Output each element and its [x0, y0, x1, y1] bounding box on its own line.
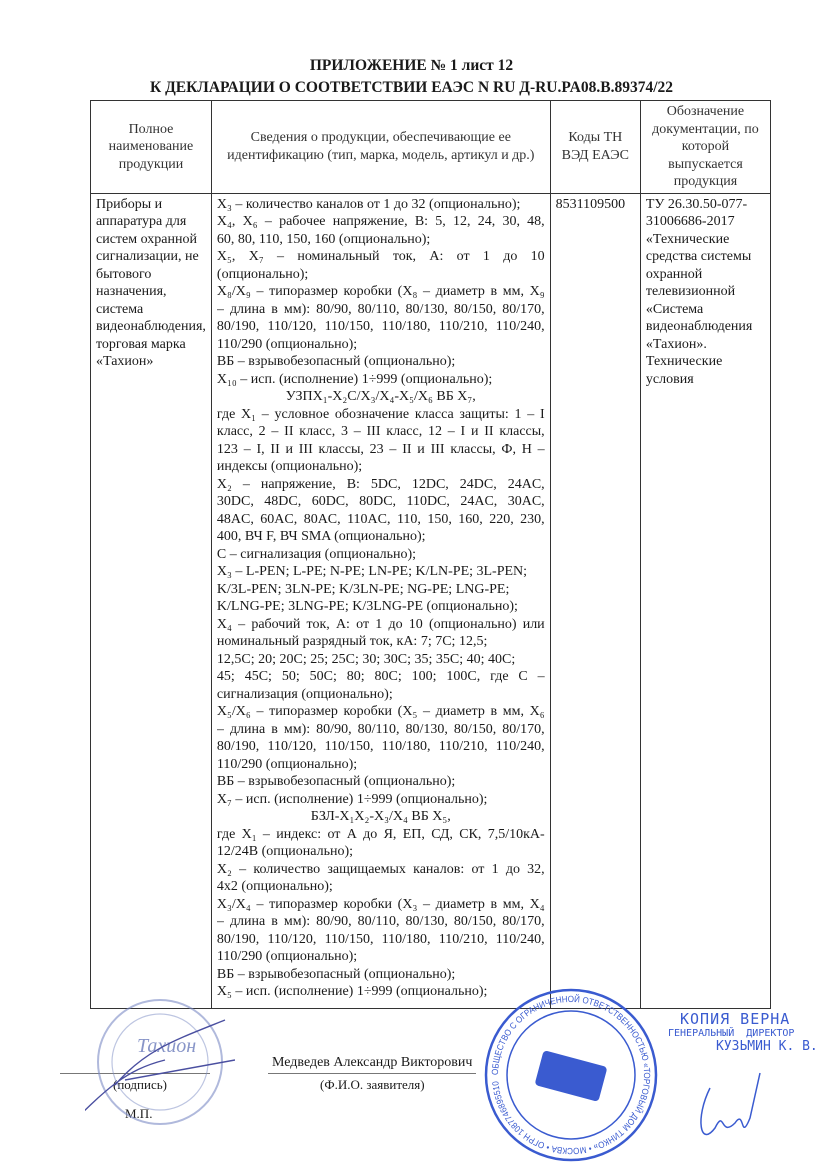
product-details-line: ВБ – взрывобезопасный (опционально);	[216, 774, 456, 789]
table-header-row	[91, 101, 771, 194]
certified-copy-title: ДИРЕКТОР	[746, 1028, 795, 1039]
product-name-line: сигнализации, не	[96, 249, 199, 264]
product-details-line: где X₁ – условное обозначение класса защиты: 1 – I	[216, 406, 545, 422]
column-header-details: Сведения о продукции, обеспечивающие ее идентификацию (тип, марка, модель, артикул и др.)	[211, 101, 550, 194]
documentation-line: 31006686-2017	[645, 214, 735, 229]
product-details-line: – длина в мм): 80/90, 80/110, 80/130, 80/150, 80/170,	[216, 301, 545, 317]
product-details-line: X₇ – исп. (исполнение) 1÷999 (опционально);	[216, 791, 488, 807]
product-name-cell	[91, 193, 212, 1008]
product-name-line: Приборы и	[96, 196, 163, 212]
product-details-line: (опционально);	[216, 266, 309, 282]
column-header-documentation: Обозначение документации, по которой выпускается продукция	[640, 101, 770, 194]
column-header-name: Полное наименование продукции	[91, 101, 212, 194]
product-details-line: – длина в мм): 80/90, 80/110, 80/130, 80/150, 80/170,	[216, 721, 545, 737]
table-row	[91, 193, 771, 1008]
product-name-line: видеонаблюдения,	[96, 319, 206, 334]
product-details-line: X₂ – напряжение, В: 5DC, 12DC, 24DC, 24AC,	[216, 476, 545, 492]
product-details-cell	[211, 193, 550, 1008]
product-details-line: 400, ВЧ F, ВЧ SMA (опционально);	[216, 529, 426, 544]
product-details-line: K/3L-PEN; 3LN-PE; K/3LN-PE; NG-PE; LNG-PE;	[216, 581, 510, 597]
product-details-line: X₃/X₄ – типоразмер коробки (X₃ – диаметр в мм, X₄	[216, 896, 545, 912]
certified-copy-line1: КОПИЯ ВЕРНА	[680, 1010, 791, 1028]
tn-ved-code-cell	[550, 193, 640, 1008]
product-name-line: торговая марка	[96, 336, 186, 352]
product-details-line: 45; 45C; 50; 50C; 80; 80C; 100; 100C, где C –	[216, 669, 545, 684]
product-details-line: X₄ – рабочий ток, А: от 1 до 10 (опционально) или	[216, 616, 545, 632]
product-details-line: БЗЛ-X₁X₂-X₃/X₄ ВБ X₅,	[310, 809, 451, 824]
product-details-line: 80/190, 110/120, 110/150, 110/180, 110/210, 110/240,	[216, 739, 545, 754]
director-signature	[690, 1068, 770, 1158]
left-company-seal	[85, 990, 235, 1140]
seal-caption: М.П.	[125, 1106, 153, 1121]
product-name-line: назначения,	[96, 284, 167, 299]
product-details-line: C – сигнализация (опционально);	[216, 546, 417, 562]
applicant-caption: (Ф.И.О. заявителя)	[320, 1077, 425, 1092]
declaration-number: К ДЕКЛАРАЦИИ О СООТВЕТСТВИИ ЕАЭС N RU Д-RU.PA08.B.89374/22	[149, 79, 674, 96]
product-name-line: бытового	[96, 266, 152, 282]
product-details-line: 12/24В (опционально);	[216, 844, 354, 859]
applicant-name: Медведев Александр Викторович	[272, 1055, 473, 1070]
products-table	[90, 100, 771, 1009]
product-details-line: X₁₀ – исп. (исполнение) 1÷999 (опционально);	[216, 371, 493, 387]
documentation-cell	[640, 193, 770, 1008]
product-details-line: 30DC, 48DC, 60DC, 80DC, 110DC, 24AC, 30AC,	[216, 494, 545, 509]
certified-copy-position: ГЕНЕРАЛЬНЫЙ	[668, 1028, 735, 1039]
product-details-line: X₅ – исп. (исполнение) 1÷999 (опционально);	[216, 984, 488, 999]
certified-copy-name: КУЗЬМИН К. В.	[716, 1039, 818, 1054]
certified-copy-line2	[668, 1028, 818, 1039]
documentation-line: Технические	[645, 354, 723, 369]
product-details-line: X₅/X₆ – типоразмер коробки (X₅ – диаметр в мм, X₆	[216, 704, 545, 719]
product-details-line: 12,5C; 20; 20C; 25; 25C; 30; 30C; 35; 35C; 40; 40C;	[216, 651, 516, 667]
documentation-line: «Тахион».	[645, 336, 707, 352]
documentation-line: телевизионной	[645, 284, 736, 299]
applicant-line	[268, 1073, 476, 1074]
product-details-line: 110/290 (опционально);	[216, 336, 358, 352]
documentation-line: видеонаблюдения	[645, 319, 753, 334]
certified-copy-stamp	[668, 1010, 818, 1054]
product-details-line: сигнализация (опционально);	[216, 686, 393, 702]
right-stamp-text: ОБЩЕСТВО С ОГРАНИЧЕННОЙ ОТВЕТСТВЕННОСТЬЮ «ТОРГОВЫЙ ДОМ ТИНКО» • МОСКВА • ОГРН 1087746895510	[489, 993, 653, 1157]
product-name-line: система	[96, 301, 144, 317]
document-title: ПРИЛОЖЕНИЕ № 1 лист 12	[309, 57, 514, 74]
tn-ved-code: 8531109500	[555, 196, 626, 212]
product-details-line: ВБ – взрывобезопасный (опционально);	[216, 354, 456, 369]
product-details-line: X₈/X₉ – типоразмер коробки (X₈ – диаметр в мм, X₉	[216, 284, 545, 299]
product-details-line: 80/190, 110/120, 110/150, 110/180, 110/210, 110/240,	[216, 931, 545, 947]
product-details-line: номинальный разрядный ток, кА: 7; 7C; 12,5;	[216, 634, 488, 649]
documentation-line: охранной	[645, 266, 703, 282]
product-details-line: X₂ – количество защищаемых каналов: от 1 до 32,	[216, 861, 545, 877]
product-details-line: 4x2 (опционально);	[216, 879, 333, 894]
documentation-line: «Технические	[645, 231, 730, 247]
product-details-line: – длина в мм): 80/90, 80/110, 80/130, 80/150, 80/170,	[216, 914, 545, 929]
product-details-line: 48AC, 60AC, 80AC, 110AC, 110, 150, 160, 220, 230,	[216, 511, 545, 527]
product-details-line: 60, 80, 110, 150, 160 (опционально);	[216, 231, 431, 247]
product-details-line: K/LNG-PE; 3LNG-PE; K/3LNG-PE (опционально);	[216, 599, 518, 614]
documentation-line: «Система	[645, 301, 704, 317]
product-details-line: 110/290 (опционально);	[216, 949, 358, 964]
product-name-line: аппаратура для	[96, 214, 187, 229]
right-company-seal	[482, 986, 660, 1164]
product-details-line: X₅, X₇ – номинальный ток, А: от 1 до 10	[216, 249, 545, 264]
product-name-line: систем охранной	[96, 231, 197, 247]
column-header-codes: Коды ТН ВЭД ЕАЭС	[550, 101, 640, 194]
product-details-line: ВБ – взрывобезопасный (опционально);	[216, 966, 456, 982]
product-details-line: 80/190, 110/120, 110/150, 110/180, 110/210, 110/240,	[216, 319, 545, 334]
product-details-line: X₃ – количество каналов от 1 до 32 (опционально);	[216, 196, 521, 212]
left-stamp-text: Тахион	[137, 1035, 197, 1057]
product-details-line: где X₁ – индекс: от А до Я, ЕП, СД, СК, 7,5/10кА-	[216, 826, 545, 842]
product-details-line: 123 – I, II и III классы, 23 – II и III классы, Ф, Н –	[216, 441, 545, 457]
product-name-line: «Тахион»	[96, 354, 154, 369]
documentation-line: условия	[645, 371, 694, 387]
product-details-line: класс, 2 – II класс, 3 – III класс, 12 – I и II классы,	[216, 424, 545, 439]
product-details-line: 110/290 (опционально);	[216, 756, 358, 772]
documentation-line: средства системы	[645, 249, 752, 264]
product-details-line: X₃ – L-PEN; L-PE; N-PE; LN-PE; K/LN-PE; 3L-PEN;	[216, 564, 528, 579]
product-details-line: УЗПX₁-X₂C/X₃/X₄-X₅/X₆ ВБ X₇,	[285, 389, 476, 404]
product-details-line: X₄, X₆ – рабочее напряжение, В: 5, 12, 24, 30, 48,	[216, 214, 545, 229]
documentation-line: ТУ 26.30.50-077-	[645, 196, 748, 212]
signature-caption: (подпись)	[113, 1077, 167, 1092]
product-details-line: индексы (опционально);	[216, 459, 363, 474]
